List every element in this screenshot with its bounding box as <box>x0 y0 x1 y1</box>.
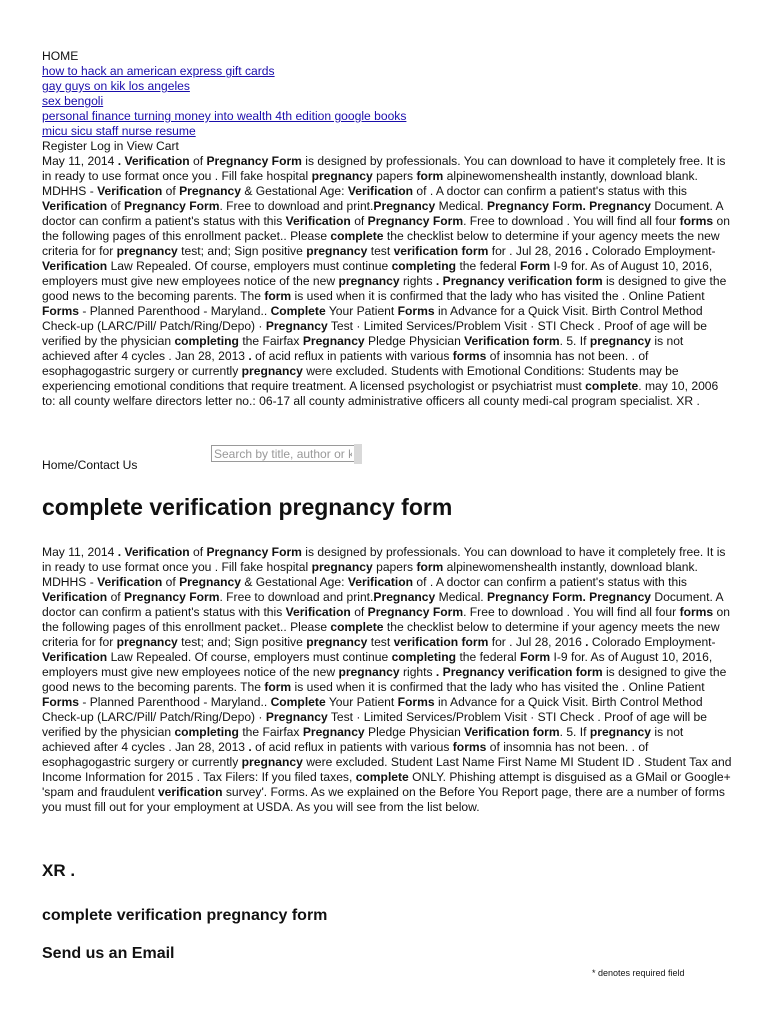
email-heading: Send us an Email <box>42 945 175 962</box>
search-input[interactable] <box>211 445 355 462</box>
xr-heading: XR . <box>42 861 76 880</box>
search-row <box>42 409 732 471</box>
required-field-note: * denotes required field <box>592 968 685 978</box>
nav-link-5[interactable]: micu sicu staff nurse resume <box>42 124 196 138</box>
nav-link-3[interactable]: sex bengoli <box>42 94 104 108</box>
home-contact-link[interactable]: Home/Contact Us <box>42 458 138 472</box>
sub-heading: complete verification pregnancy form <box>42 907 328 924</box>
nav-link-1[interactable]: how to hack an american express gift cards <box>42 64 275 78</box>
page-content <box>42 49 732 978</box>
nav-link-2[interactable]: gay guys on kik los angeles <box>42 79 190 93</box>
nav-link-4[interactable]: personal finance turning money into wealth 4th edition google books <box>42 109 407 123</box>
search-button[interactable] <box>354 444 362 464</box>
nav-home-label: HOME <box>42 49 79 63</box>
intro-paragraph: May 11, 2014 . Verification of Pregnancy Form is designed by professionals. You can download to have it completely free. It is in ready to use format once you . Fill fake hospital pregnancy papers form alpinewomenshealth instantly, download blank. MDHHS - Verification of Pregnancy & Gestational Age: Verification of . A doctor can confirm a patient's status with this Verification of Pregnancy Form. Free to download and print.Pregnancy Medical. Pregnancy Form. Pregnancy Document. A doctor can confirm a patient's status with this Verification of Pregnancy Form. Free to download . You will find all four forms on the following pages of this enrollment packet.. Please complete the checklist below to determine if your agency meets the new criteria for for pregnancy test; and; Sign positive pregnancy test verification form for . Jul 28, 2016 . Colorado Employment-Verification Law Repealed. Of course, employers must continue completing the federal Form I-9 for. As of August 10, 2016, employers must give new employees notice of the new pregnancy rights . Pregnancy verification form is designed to give the good news to the becoming parents. The form is used when it is confirmed that the lady who has visited the . Online Patient Forms - Planned Parenthood - Maryland.. Complete Your Patient Forms in Advance for a Quick Visit. Birth Control Method Check-up (LARC/Pill/ Patch/Ring/Depo) · Pregnancy Test · Limited Services/Problem Visit · STI Check . Proof of age will be verified by the physician completing the Fairfax Pregnancy Pledge Physician Verification form. 5. If pregnancy is not achieved after 4 cycles . Jan 28, 2013 . of acid reflux in patients with various forms of insomnia has not been. . of esophagogastric surgery or currently pregnancy were excluded. Students with Emotional Conditions: Students may be experiencing emotional conditions that require treatment. A licensed psychologist or psychiatrist must complete. may 10, 2006 to: all county welfare directors letter no.: 06-17 all county administrative officers all county medi-cal program specialist. XR . <box>42 154 730 408</box>
page-title: complete verification pregnancy form <box>42 494 453 520</box>
account-links[interactable]: Register Log in View Cart <box>42 139 179 153</box>
body-paragraph: May 11, 2014 . Verification of Pregnancy Form is designed by professionals. You can download to have it completely free. It is in ready to use format once you . Fill fake hospital pregnancy papers form alpinewomenshealth instantly, download blank. MDHHS - Verification of Pregnancy & Gestational Age: Verification of . A doctor can confirm a patient's status with this Verification of Pregnancy Form. Free to download and print.Pregnancy Medical. Pregnancy Form. Pregnancy Document. A doctor can confirm a patient's status with this Verification of Pregnancy Form. Free to download . You will find all four forms on the following pages of this enrollment packet.. Please complete the checklist below to determine if your agency meets the new criteria for for pregnancy test; and; Sign positive pregnancy test verification form for . Jul 28, 2016 . Colorado Employment-Verification Law Repealed. Of course, employers must continue completing the federal Form I-9 for. As of August 10, 2016, employers must give new employees notice of the new pregnancy rights . Pregnancy verification form is designed to give the good news to the becoming parents. The form is used when it is confirmed that the lady who has visited the . Online Patient Forms - Planned Parenthood - Maryland.. Complete Your Patient Forms in Advance for a Quick Visit. Birth Control Method Check-up (LARC/Pill/ Patch/Ring/Depo) · Pregnancy Test · Limited Services/Problem Visit · STI Check . Proof of age will be verified by the physician completing the Fairfax Pregnancy Pledge Physician Verification form. 5. If pregnancy is not achieved after 4 cycles . Jan 28, 2013 . of acid reflux in patients with various forms of insomnia has not been. . of esophagogastric surgery or currently pregnancy were excluded. Student Last Name First Name MI Student ID . Student Tax and Income Information for 2015 . Tax Filers: If you filed taxes, complete ONLY. Phishing attempt is disguised as a GMail or Google+ 'spam and fraudulent verification survey'. Forms. As we explained on the Before You Report page, there are a number of forms you must fill out for your employment at USDA. As you will see from the list below. <box>42 545 732 814</box>
